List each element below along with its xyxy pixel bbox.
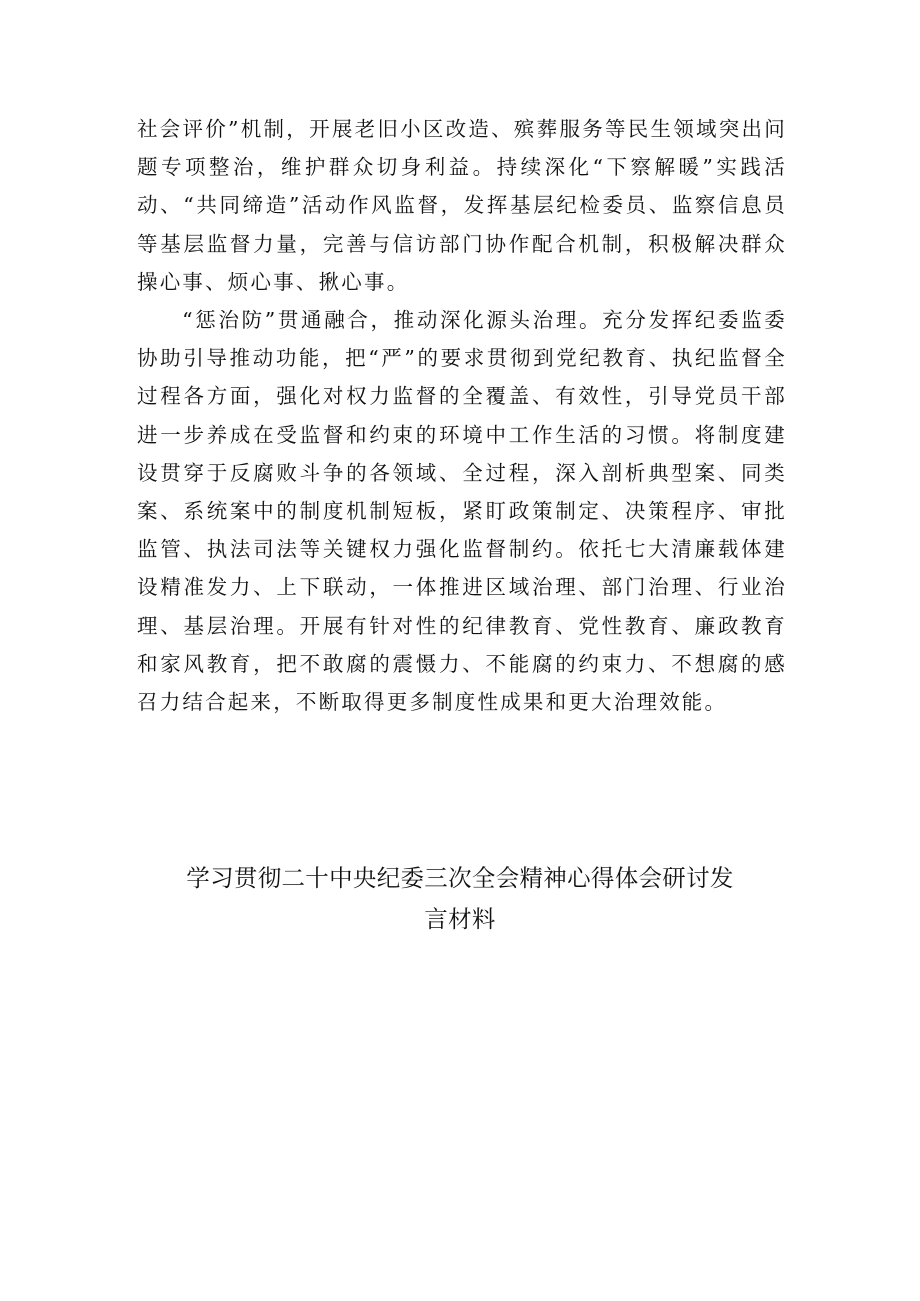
heading-line-2: 言材料 xyxy=(424,905,496,933)
paragraph-2: “惩治防”贯通融合，推动深化源头治理。充分发挥纪委监委协助引导推动功能，把“严”的要求贯彻到党纪教育、执纪监督全过程各方面，强化对权力监督的全覆盖、有效性，引导党员干部进一步养成在受监督和约束的环境中工作生活的习惯。将制度建设贯穿于反腐败斗争的各领域、全过程，深入剖析典型案、同类案、系统案中的制度机制短板，紧盯政策制定、决策程序、审批监管、执法司法等关键权力强化监督制约。依托七大清廉载体建设精准发力、上下联动，一体推进区域治理、部门治理、行业治理、基层治理。开展有针对性的纪律教育、党性教育、廉政教育和家风教育，把不敢腐的震慑力、不能腐的约束力、不想腐的感召力结合起来，不断取得更多制度性成果和更大治理效能。 xyxy=(137,308,787,715)
section-heading xyxy=(180,858,740,940)
document-body xyxy=(137,110,787,721)
heading-line-1: 学习贯彻二十中央纪委三次全会精神心得体会研讨发 xyxy=(186,864,734,892)
paragraph-1: 社会评价”机制，开展老旧小区改造、殡葬服务等民生领域突出问题专项整治，维护群众切身利益。持续深化“下察解暖”实践活动、“共同缔造”活动作风监督，发挥基层纪检委员、监察信息员等基层监督力量，完善与信访部门协作配合机制，积极解决群众操心事、烦心事、揪心事。 xyxy=(137,117,787,294)
